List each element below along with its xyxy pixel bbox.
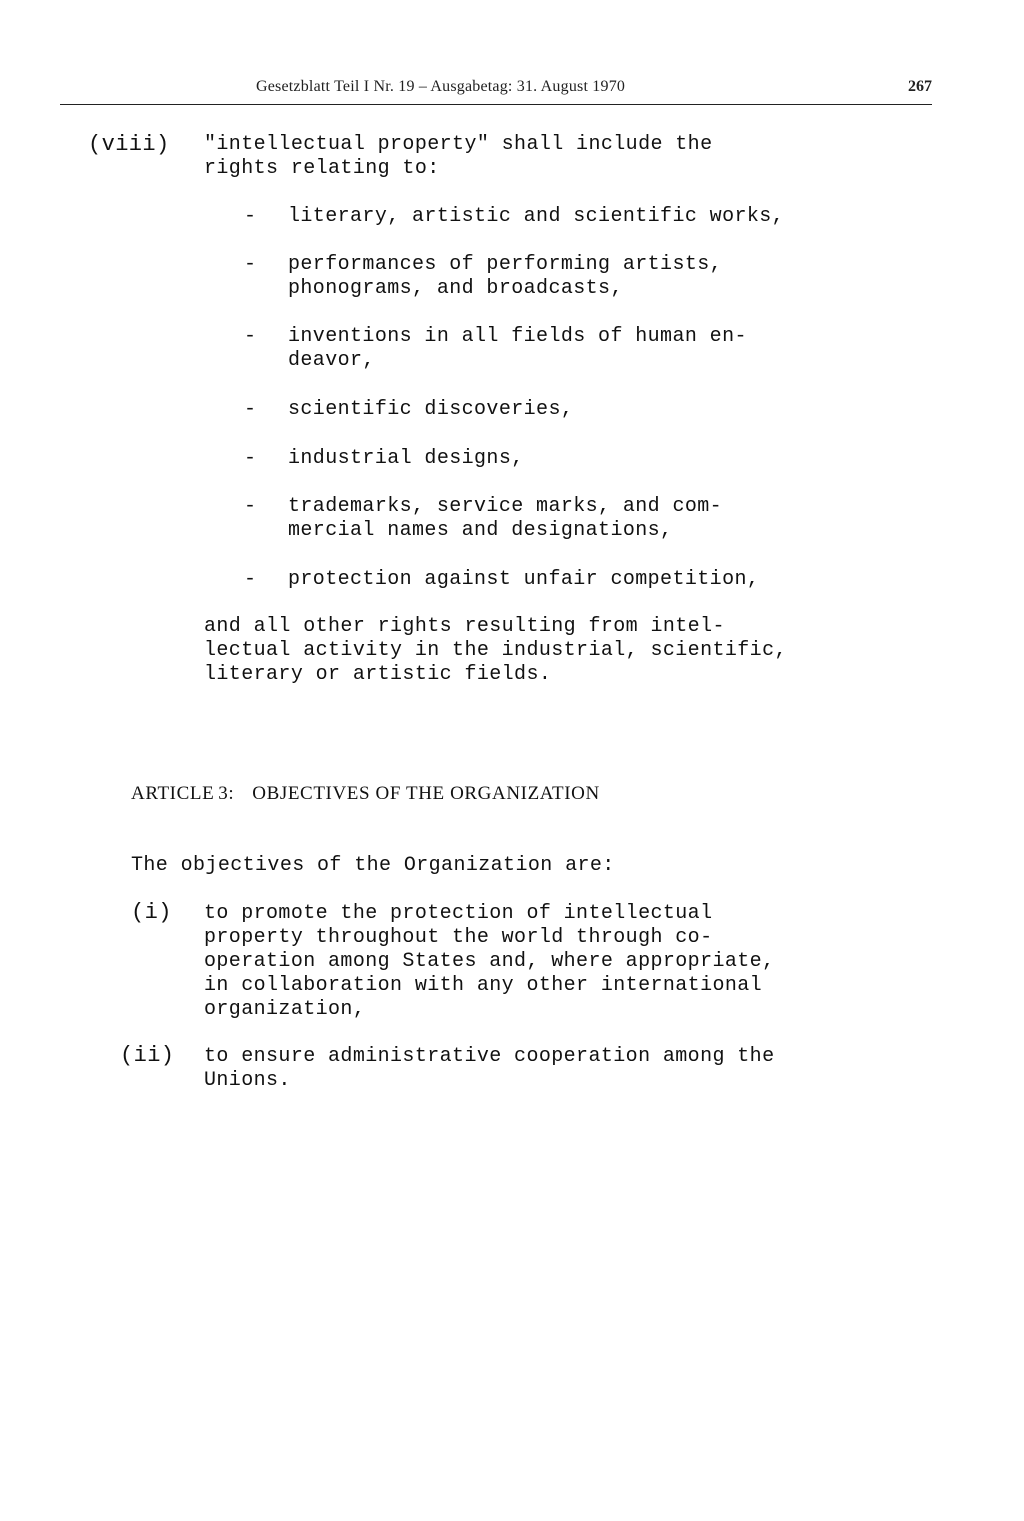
definition-label: (viii) (88, 132, 170, 157)
list-item: deavor, (288, 349, 375, 372)
objective-line: Unions. (204, 1069, 291, 1092)
list-item: protection against unfair competition, (288, 568, 760, 591)
list-item: phonograms, and broadcasts, (288, 277, 623, 300)
article-title: OBJECTIVES OF THE ORGANIZATION (252, 783, 600, 804)
objective-line: to promote the protection of intellectual (204, 902, 713, 925)
objective-line: in collaboration with any other international (204, 974, 763, 997)
list-dash: - (244, 495, 257, 518)
list-item: performances of performing artists, (288, 253, 723, 276)
article-number: 3: (218, 783, 235, 804)
list-dash: - (244, 447, 257, 470)
objective-label: (ii) (120, 1043, 175, 1068)
definition-line: "intellectual property" shall include the (204, 133, 713, 156)
article-label: ARTICLE (131, 783, 215, 804)
list-dash: - (244, 325, 257, 348)
article-heading (131, 783, 600, 805)
page-header (60, 76, 932, 105)
list-item: literary, artistic and scientific works, (288, 205, 785, 228)
definition-line: rights relating to: (204, 157, 440, 180)
list-dash: - (244, 398, 257, 421)
objective-label: (i) (131, 900, 172, 925)
list-item: scientific discoveries, (288, 398, 574, 421)
objective-line: property throughout the world through co- (204, 926, 713, 949)
page-number: 267 (908, 78, 932, 95)
list-item: industrial designs, (288, 447, 524, 470)
list-item: mercial names and designations, (288, 519, 673, 542)
list-item: trademarks, service marks, and com- (288, 495, 723, 518)
objective-line: operation among States and, where appropriate, (204, 950, 775, 973)
list-dash: - (244, 568, 257, 591)
objective-line: to ensure administrative cooperation among the (204, 1045, 775, 1068)
list-item: inventions in all fields of human en- (288, 325, 747, 348)
list-dash: - (244, 205, 257, 228)
closing-line: lectual activity in the industrial, scientific, (204, 639, 787, 662)
list-dash: - (244, 253, 257, 276)
objective-line: organization, (204, 998, 366, 1021)
objectives-intro: The objectives of the Organization are: (131, 854, 615, 877)
closing-line: and all other rights resulting from intel- (204, 615, 725, 638)
gazette-title: Gesetzblatt Teil I Nr. 19 – Ausgabetag: 31. August 1970 (256, 78, 626, 95)
closing-line: literary or artistic fields. (204, 663, 552, 686)
